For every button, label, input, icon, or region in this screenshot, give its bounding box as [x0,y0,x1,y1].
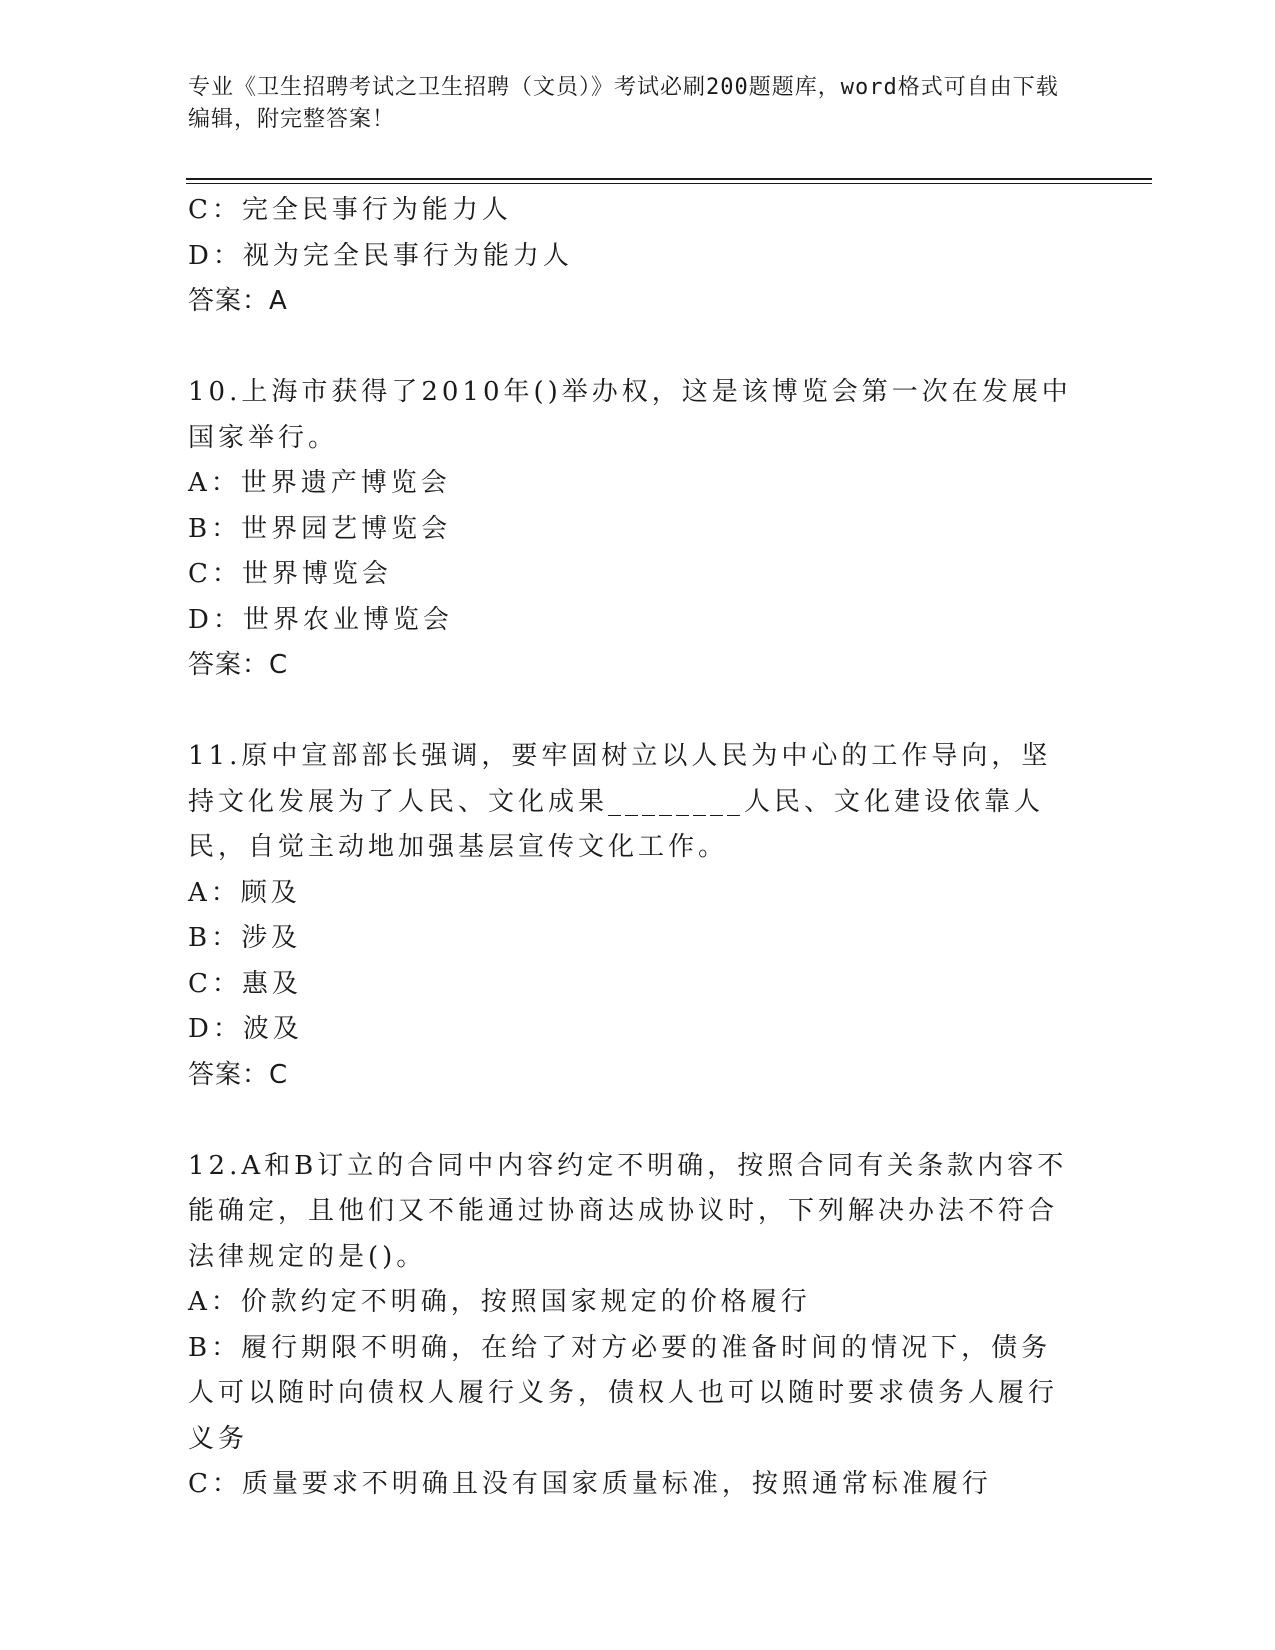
option-c: C：惠及 [188,968,302,999]
option-a: A：世界遗产博览会 [188,468,451,498]
header-divider-thin [186,183,1152,184]
answer: 答案：A [188,286,288,316]
option-c: C：世界博览会 [188,559,392,589]
spacer [188,1098,1078,1144]
option-d: D：波及 [188,1014,303,1044]
answer: 答案：C [188,1059,289,1090]
question-11 [188,734,1078,1098]
option-a: A：顾及 [188,877,301,908]
option-b: B：世界园艺博览会 [188,513,452,544]
question-text: 10.上海市获得了2010年()举办权，这是该博览会第一次在发展中国家举行。 [188,377,1072,453]
answer: 答案：C [188,650,289,680]
question-9-tail [188,188,1078,325]
option-d: D：世界农业博览会 [188,604,453,635]
spacer [188,325,1078,371]
option-b: B：履行期限不明确，在给了对方必要的准备时间的情况下，债务人可以随时向债权人履行义务，债权人也可以随时要求债务人履行义务 [188,1332,1059,1454]
option-a: A：价款约定不明确，按照国家规定的价格履行 [188,1287,811,1317]
question-10 [188,370,1078,689]
document-body [188,188,1078,1508]
option-c: C：质量要求不明确且没有国家质量标准，按照通常标准履行 [188,1469,992,1499]
document-header: 专业《卫生招聘考试之卫生招聘（文员）》考试必刷200题题库，word格式可自由下载编辑，附完整答案！ [188,75,1059,132]
question-text: 12.A和B订立的合同中内容约定不明确，按照合同有关条款内容不能确定，且他们又不能通过协商达成协议时，下列解决办法不符合法律规定的是()。 [188,1150,1068,1272]
header-divider-thick [186,178,1152,180]
spacer [188,689,1078,735]
option-d: D：视为完全民事行为能力人 [188,240,573,271]
option-b: B：涉及 [188,923,302,953]
question-text: 11.原中宣部部长强调，要牢固树立以人民为中心的工作导向，坚持文化发展为了人民、文化成果________人民、文化建设依靠人民，自觉主动地加强基层宣传文化工作。 [188,741,1052,862]
question-12 [188,1144,1078,1508]
option-c: C：完全民事行为能力人 [188,195,512,225]
